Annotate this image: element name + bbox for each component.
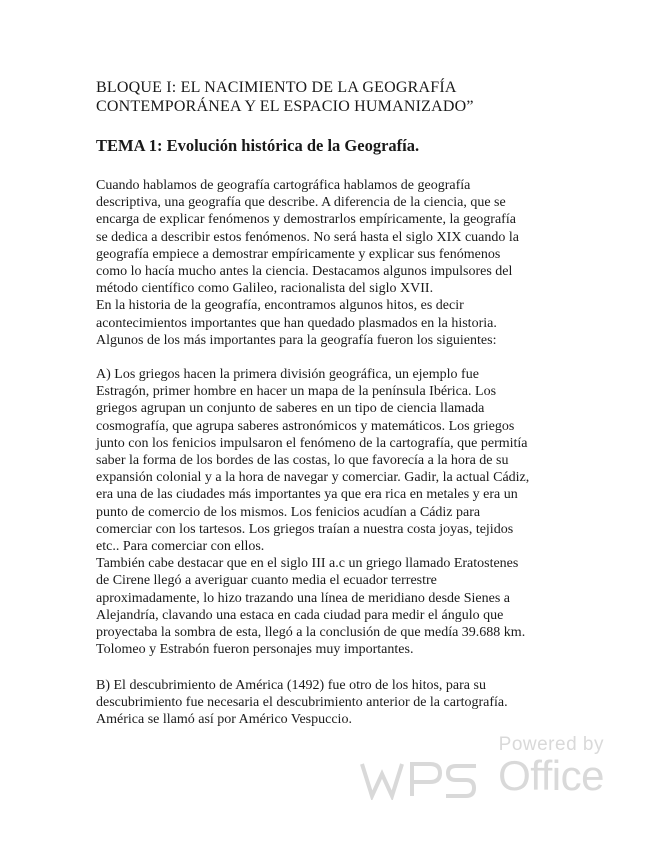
text-line: Alejandría, clavando una estaca en cada ciudad para medir el ángulo que [96,607,504,623]
text-line: proyectaba la sombra de esta, llegó a la conclusión de que medía 39.688 km. [96,625,526,641]
text-line: saber la forma de los bordes de las costas, lo que favorecía a la hora de su [96,453,509,469]
text-line: Tolomeo y Estrabón fueron personajes muy importantes. [96,642,414,658]
wps-logo-icon [360,760,480,800]
text-line: descriptiva, una geografía que describe. A diferencia de la ciencia, que se [96,195,506,211]
paragraph-section-a [96,366,576,658]
text-line: punto de comercio de los mismos. Los fenicios acudían a Cádiz para [96,504,481,520]
text-line: aproximadamente, lo hizo trazando una línea de meridiano desde Sienes a [96,590,511,606]
watermark-office: Office [498,752,604,799]
text-line: A) Los griegos hacen la primera división geográfica, un ejemplo fue [96,367,479,382]
paragraph-intro [96,177,576,349]
paragraph-section-b [96,677,576,729]
text-line: acontecimientos importantes que han quedado plasmados en la historia. [96,315,497,331]
text-line: En la historia de la geografía, encontramos algunos hitos, es decir [96,298,464,314]
text-line: geografía empiece a demostrar empíricamente y explicar sus fenómenos [96,246,501,262]
text-line: encarga de explicar fenómenos y demostrarlos empíricamente, la geografía [96,212,516,228]
text-line: como lo hacía mucho antes la ciencia. Destacamos algunos impulsores del [96,264,513,280]
watermark-powered-by: Powered by [498,734,604,755]
text-line: método científico como Galileo, racionalista del siglo XVII. [96,281,434,297]
text-line: descubrimiento fue necesaria el descubrimiento anterior de la cartografía. [96,695,508,711]
block-title [96,78,596,116]
text-line: de Cirene llegó a averiguar cuanto media el ecuador terrestre [96,573,437,589]
text-line: Estragón, primer hombre en hacer un mapa de la península Ibérica. Los [96,384,497,400]
text-line: era una de las ciudades más importantes ya que era rica en metales y era un [96,487,518,503]
text-line: B) El descubrimiento de América (1492) fue otro de los hitos, para su [96,678,486,693]
text-line: griegos agrupan un conjunto de saberes en un tipo de ciencia llamada [96,401,485,417]
block-title-line: BLOQUE I: EL NACIMIENTO DE LA GEOGRAFÍA [96,79,457,96]
text-line: Cuando hablamos de geografía cartográfica hablamos de geografía [96,178,471,193]
text-line: expansión colonial y a la hora de navegar y comerciar. Gadir, la actual Cádiz, [96,470,530,486]
block-title-line: CONTEMPORÁNEA Y EL ESPACIO HUMANIZADO” [96,98,474,115]
text-line: América se llamó así por Américo Vespuccio. [96,712,352,728]
text-line: comerciar con los tartesos. Los griegos traían a nuestra costa joyas, tejidos [96,521,514,537]
text-line: Algunos de los más importantes para la geografía fueron los siguientes: [96,332,497,348]
tema-heading: TEMA 1: Evolución histórica de la Geografía. [96,136,420,155]
text-line: junto con los fenicios impulsaron el fenómeno de la cartografía, que permitía [96,435,528,451]
wps-office-watermark [356,734,606,804]
text-line: cosmografía, que agrupa saberes astronómicos y matemáticos. Los griegos [96,418,515,434]
text-line: etc.. Para comerciar con ellos. [96,539,265,555]
text-line: También cabe destacar que en el siglo III a.c un griego llamado Eratostenes [96,556,519,572]
text-line: se dedica a describir estos fenómenos. No será hasta el siglo XIX cuando la [96,229,519,245]
